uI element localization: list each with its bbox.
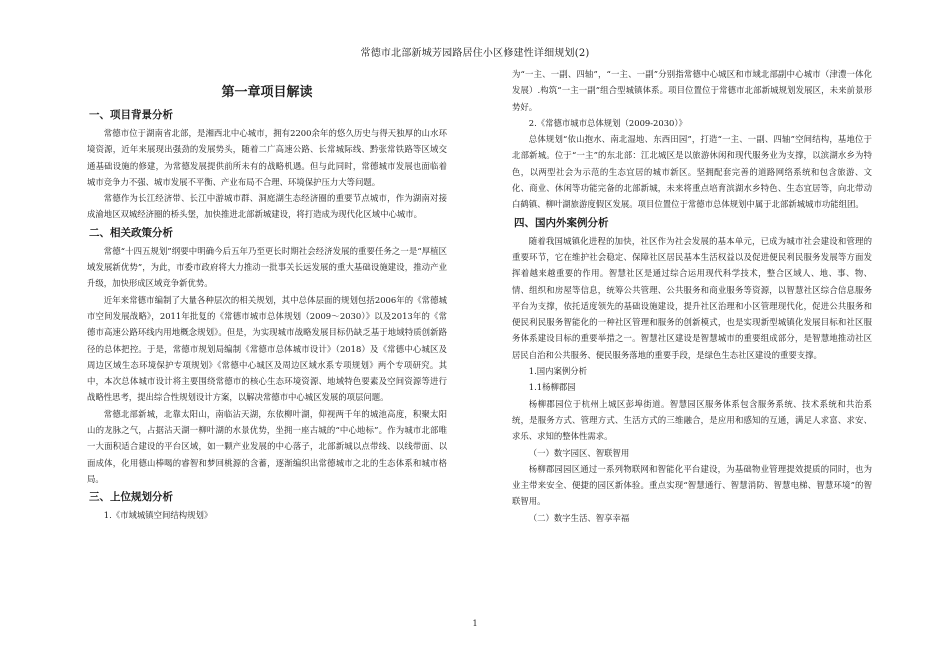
sub-heading: （一）数字园区、智联智用 bbox=[528, 447, 630, 458]
list-item: 2.《常德市城市总体规划（2009-2030）》 bbox=[528, 117, 687, 128]
paragraph: 杨柳郡园园区通过一系列物联网和智能化平台建设，为基础物业管理提效提质的同时，也为业主带来安全、便捷的园区新体验。重点实现“智慧通行、智慧消防、智慧电梯、智慧环境”的智联智用。 bbox=[512, 463, 872, 507]
running-header: 常德市北部新城芳园路居住小区修建性详细规划(2) bbox=[360, 48, 590, 59]
paragraph: 常德“十四五规划”纲要中明确今后五年乃至更长时期社会经济发展的重要任务之一是“厚植区域发展新优势”，为此，市委市政府将大力推动一批事关长远发展的重大基础设施建设，推动产业升级，加快形成区域竞争新优势。 bbox=[87, 245, 447, 289]
left-column bbox=[87, 66, 447, 524]
section-heading-background: 一、项目背景分析 bbox=[89, 109, 173, 121]
section-heading-upper-planning: 三、上位规划分析 bbox=[89, 491, 173, 504]
paragraph: 近年来常德市编制了大量各种层次的相关规划，其中总体层面的规划包括2006年的《常德城市空间发展战略》，2011年批复的《常德市城市总体规划（2009～2030）》以及2013年的《常德市高速公路环线内用地概念规划》。但是，为实现城市战略发展目标仍缺乏基于地域特质创新路径的总体把控。于是，常德市规划局编制《常德市总体城市设计》（2018）及《常德中心城区及周边区域生态环境保护专项规划》《常德中心城区及周边区域水系专项规划》两个专项研究。其中，本次总体城市设计将主要围绕常德市的核心生态环境资源、地域特色要素及空间资源等进行战略性思考，提出综合性规划设计方案，以解决常德市中心城区发展的项层问题。 bbox=[87, 294, 447, 403]
paragraph: 为“一主、一副、四轴”，“一主、一副”分别指常德中心城区和市域北部副中心城市（津澧一体化发展）.构筑“一主一副”组合型城镇体系。项目位置位于常德市北部新城规划发展区，未来前景形势好。 bbox=[512, 69, 872, 112]
paragraph: 常德北部新城，北靠太阳山，南临沾天湖，东依柳叶湖，仰视两千年的城池高度，积聚太阳山的龙脉之气，占据沾天湖一柳叶湖的水景优势，坐拥一座古城的“中心地标”。作为城市北部唯一大面积适合建设的平台区域，如一颗产业发展的中心落子，北部新城以点带线、以线带面、以面成体，化用德山棒喝的睿智和梦回桃源的含蓄，逐渐编织出常德城市之北的生态体系和城市格局。 bbox=[87, 408, 447, 484]
paragraph: 常德作为长江经济带、长江中游城市群、洞庭湖生态经济圈的重要节点城市，作为湖南对接成渝地区双城经济圈的桥头堡，加快推进北部新城建设，将打造成为现代化区域中心城市。 bbox=[87, 193, 447, 220]
page-number: 1 bbox=[472, 619, 478, 628]
right-column bbox=[512, 66, 872, 526]
sub-heading: （二）数字生活、智享幸福 bbox=[528, 512, 630, 523]
paragraph: 常德市位于湖南省北部，是湘西北中心城市，拥有2200余年的悠久历史与得天独厚的山水环境资源，近年来展现出强劲的发展势头，随着二广高速公路、长常城际线、黔张常铁路等区域交通基础设施的修建，为常德发展提供前所未有的战略机遇。但与此同时，常德城市发展也面临着城市竞争力不强、城市发展不平衡、产业布局不合理、环境保护压力大等问题。 bbox=[87, 128, 447, 187]
section-heading-policy: 二、相关政策分析 bbox=[89, 226, 173, 239]
list-item: 1.1杨柳郡园 bbox=[528, 382, 576, 393]
list-item: 1.国内案例分析 bbox=[528, 366, 588, 377]
list-item: 1.《市域城镇空间结构规划》 bbox=[103, 510, 213, 521]
chapter-title: 第一章项目解读 bbox=[221, 85, 313, 100]
section-heading-cases: 四、国内外案例分析 bbox=[514, 216, 609, 229]
paragraph: 总体规划“依山抱水、南北湿地、东西田园”，打造“一主、一副、四轴”空间结构，基地位于北部新城。位于“一主”的东北部：江北城区是以旅游休闲和现代服务业为支撑，以滨湖水乡为特色，以两型社会为示范的生态宜居的城市新区。坚拥配套完善的道路网络系统和包含旅游、文化、商业、休闲等功能完备的北部新城，未来将重点培育滨湖水乡特色、生态宜居等，向北带动白鹤镇、柳叶湖旅游度假区发展。项目位置位于常德市总体规划中属于北部新城城市功能组团。 bbox=[512, 134, 872, 210]
paragraph: 杨柳郡园位于杭州上城区彭埠街道。智慧园区服务体系包含服务系统、技术系统和共治系统，是服务方式、管理方式、生活方式的三维融合，是应用和感知的互通，满足人求富、求安、求乐、求知的整体性需求。 bbox=[512, 398, 872, 442]
paragraph: 随着我国城镇化进程的加快，社区作为社会发展的基本单元，已成为城市社会建设和管理的重要环节，它在维护社会稳定、保障社区居民基本生活权益以及促进便民利民服务发展等方面发挥着越来越重要的作用。智慧社区是通过综合运用现代科学技术，整合区域人、地、事、物、情、组织和房屋等信息，统筹公共管理、公共服务和商业服务等资源，以智慧社区综合信息服务平台为支撑，依托适度领先的基础设施建设，提升社区治理和小区管理现代化，促进公共服务和便民利民服务智能化的一种社区管理和服务的创新模式，也是实现新型城镇化发展目标和社区服务体系建设目标的重要举措之一。智慧社区建设是智慧城市的重要组成部分，是智慧地推动社区居民自治和公共服务、便民服务落地的重要手段，是绿色生态社区建设的重要支撑。 bbox=[512, 235, 872, 360]
